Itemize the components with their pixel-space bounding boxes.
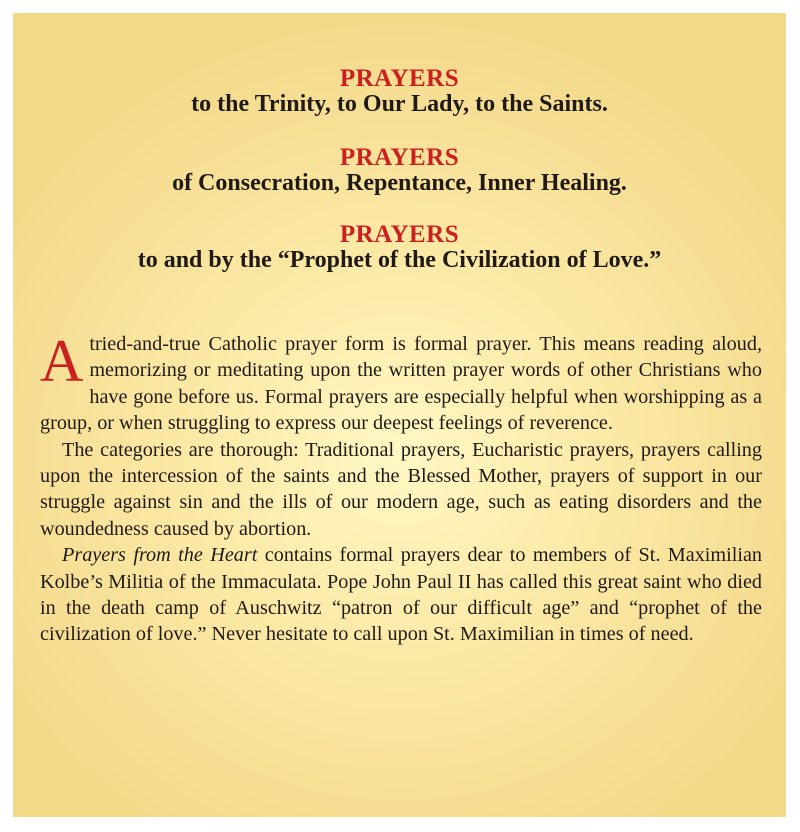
- heading-subtitle-3: to and by the “Prophet of the Civilization of Love.”: [137, 247, 662, 273]
- heading-prayers-2: PRAYERS: [339, 144, 460, 171]
- paragraph-2: The categories are thorough: Traditional prayers, Eucharistic prayers, prayers calling upon the intercession of the saints and the Blessed Mother, prayers of support in our struggle against sin and the ills of our modern age, such as eating disorders and the woundedness caused by abortion.: [40, 438, 762, 540]
- paragraph-1-text: tried-and-true Catholic prayer form is formal prayer. This means reading aloud, memorizing or meditating upon the written prayer words of other Christians who have gone before us. Formal prayers are especially helpful when worshipping as a group, or when struggling to express our deepest feelings of reverence.: [40, 333, 762, 435]
- heading-group-3: [13, 221, 786, 274]
- heading-prayers-1: PRAYERS: [339, 65, 460, 92]
- heading-group-2: [13, 144, 786, 197]
- book-back-cover: [13, 13, 786, 817]
- paragraph-1: [40, 328, 762, 437]
- body-text: [40, 328, 763, 648]
- paragraph-3: [40, 542, 762, 648]
- paragraph-3-text: contains formal prayers dear to members of St. Maximilian Kolbe’s Militia of the Immaculata. Pope John Paul II has called this great saint who died in the death camp of Auschwitz “patron of our difficult age” and “prophet of the civilization of love.” Never hesitate to call upon St. Maximilian in times of need.: [40, 544, 763, 646]
- heading-subtitle-2: of Consecration, Repentance, Inner Healing.: [172, 170, 627, 196]
- heading-group-1: [13, 65, 786, 118]
- heading-subtitle-1: to the Trinity, to Our Lady, to the Saints.: [191, 91, 608, 117]
- heading-prayers-3: PRAYERS: [339, 221, 460, 248]
- drop-cap: A: [40, 328, 84, 394]
- book-title: Prayers from the Heart: [62, 544, 258, 567]
